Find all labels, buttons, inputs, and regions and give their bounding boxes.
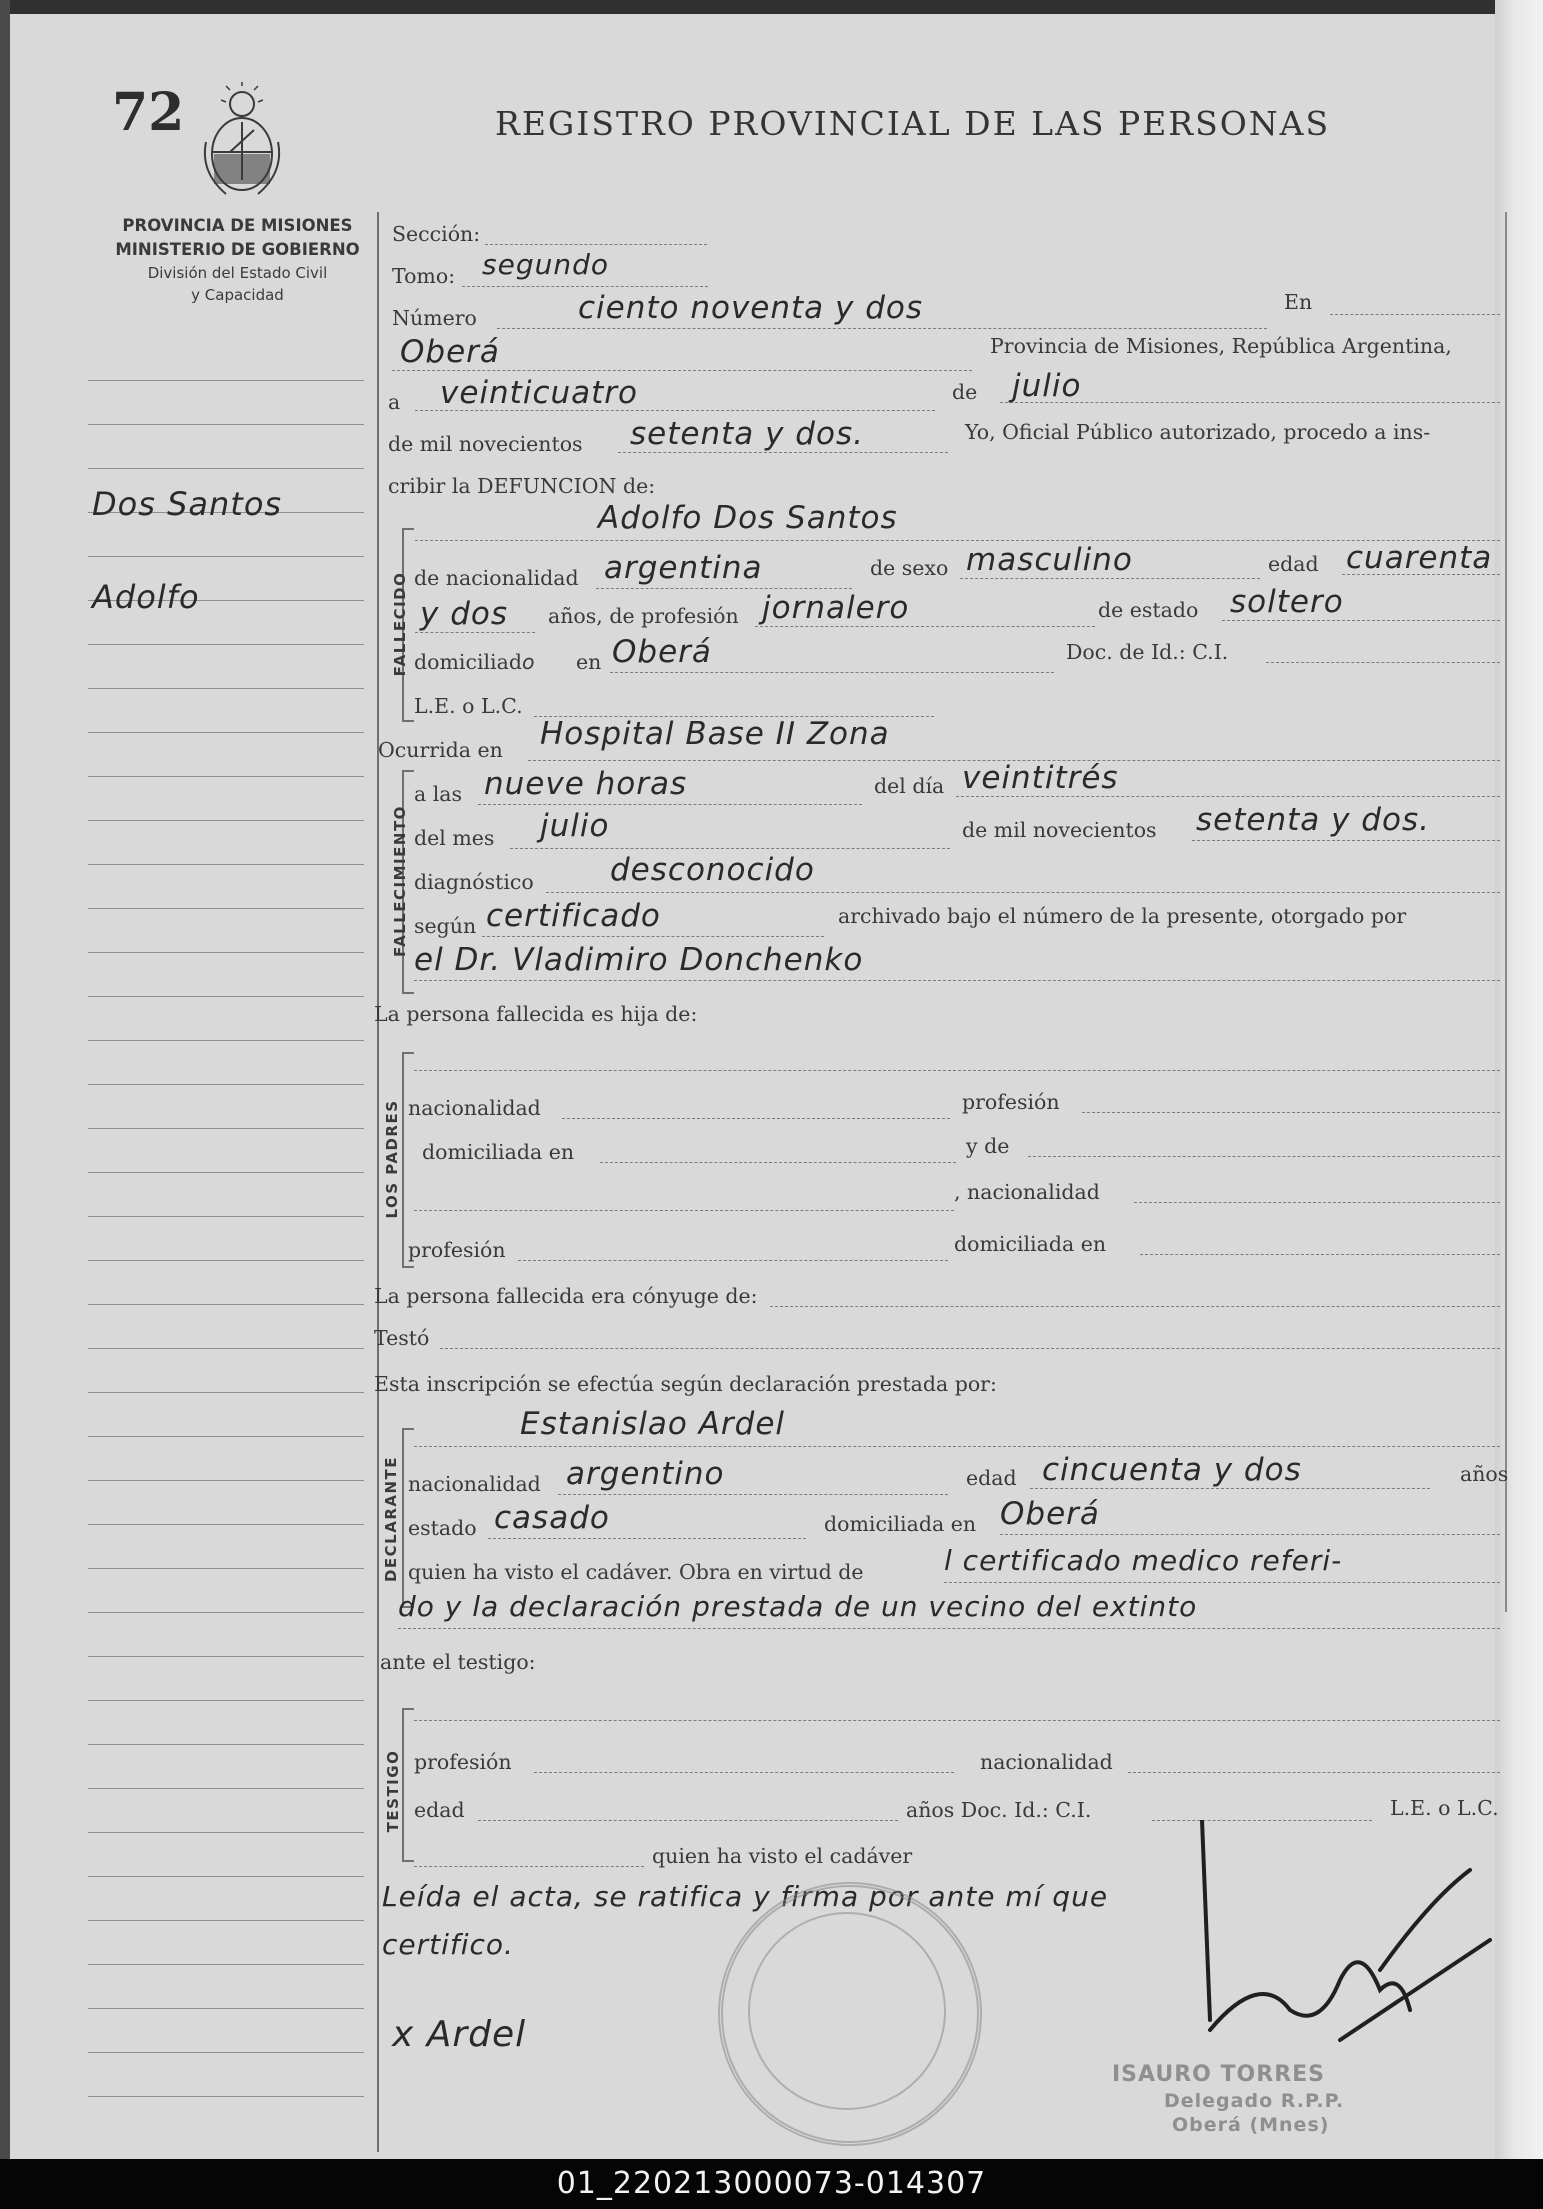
testigo-nacionalidad-line — [1128, 1772, 1500, 1773]
margin-rule — [88, 468, 364, 469]
padres-line-1 — [414, 1070, 1500, 1071]
declarante-estado: casado — [494, 1500, 610, 1536]
en-line — [1330, 314, 1500, 315]
closing-line-2: certifico. — [382, 1928, 514, 1961]
margin-rule — [88, 1304, 364, 1305]
fallecimiento-hora-label: a las — [414, 782, 463, 806]
declarante-edad-label: edad — [966, 1466, 1017, 1490]
conyuge-label: La persona fallecida era cónyuge de: — [374, 1284, 758, 1308]
declarante-estado-line — [488, 1538, 806, 1539]
fallecido-profesion: jornalero — [762, 590, 910, 626]
fallecido-sexo-line — [960, 578, 1260, 579]
fallecido-domiciliado-label — [414, 650, 535, 674]
office-block — [105, 214, 370, 306]
page-top-edge — [0, 0, 1543, 14]
testigo-visto-label: quien ha visto el cadáver — [652, 1844, 913, 1868]
fallecimiento-segun-label: según — [414, 914, 477, 938]
office-ministry: MINISTERIO DE GOBIERNO — [115, 240, 360, 259]
fallecido-domicilio: Oberá — [612, 634, 712, 670]
fallecido-edad-cont-line — [415, 632, 535, 633]
fallecido-en-label: en — [576, 650, 602, 674]
declarante-nacionalidad: argentino — [566, 1456, 725, 1492]
a-label: a — [388, 390, 401, 414]
year-value: setenta y dos. — [630, 416, 864, 452]
fallecimiento-anio: setenta y dos. — [1196, 802, 1430, 838]
en-label: En — [1284, 290, 1313, 314]
declarante-nacionalidad-label: nacionalidad — [408, 1472, 541, 1496]
fallecido-domiciliado-suffix: o — [521, 650, 535, 674]
fallecimiento-segun-line — [482, 936, 824, 937]
fallecimiento-anio-line — [1192, 840, 1500, 841]
margin-rule — [88, 2008, 364, 2009]
de-label: de — [952, 380, 978, 404]
fallecido-le-label: L.E. o L.C. — [414, 694, 523, 718]
fallecido-estado-label: de estado — [1098, 598, 1199, 622]
fallecimiento-dia: veintitrés — [962, 760, 1119, 796]
padres-line-2 — [414, 1210, 954, 1211]
closing-line-1: Leída el acta, se ratifica y firma por ante mí que — [382, 1880, 1109, 1913]
fallecimiento-diagnostico: desconocido — [610, 852, 815, 888]
office-province: PROVINCIA DE MISIONES — [122, 216, 353, 235]
padres-y-de-label: y de — [966, 1134, 1010, 1158]
fallecido-edad: cuarenta — [1346, 540, 1493, 576]
margin-rule — [88, 1832, 364, 1833]
padres-nacionalidad2-label: , nacionalidad — [954, 1180, 1100, 1204]
seccion-line — [485, 244, 707, 245]
tomo-value: segundo — [482, 248, 609, 281]
year-line — [618, 452, 948, 453]
declarante-virtud-label: quien ha visto el cadáver. Obra en virtud de — [408, 1560, 864, 1584]
margin-rule — [88, 996, 364, 997]
testigo-line-2 — [414, 1866, 644, 1867]
declarante-virtud: l certificado medico referi- — [944, 1544, 1343, 1577]
declarante-edad: cincuenta y dos — [1042, 1452, 1302, 1488]
fallecimiento-anio-label: de mil novecientos — [962, 818, 1157, 842]
ocurrida-label: Ocurrida en — [378, 738, 503, 762]
margin-rule — [88, 556, 364, 557]
margin-rule — [88, 380, 364, 381]
margin-rule — [88, 1964, 364, 1965]
fallecimiento-side-label: FALLECIMIENTO — [391, 805, 409, 957]
fallecido-doc-label: Doc. de Id.: C.I. — [1066, 640, 1229, 664]
margin-rule — [88, 776, 364, 777]
margin-rule — [88, 1128, 364, 1129]
declarante-virtud-line-2 — [398, 1628, 1500, 1629]
declarante-domiciliada-label: domiciliada en — [824, 1512, 977, 1536]
fallecido-sexo: masculino — [966, 542, 1133, 578]
margin-rule — [88, 1172, 364, 1173]
testo-line — [440, 1348, 1500, 1349]
margin-given-name: Adolfo — [92, 578, 200, 616]
margin-rule — [88, 1568, 364, 1569]
register-title: REGISTRO PROVINCIAL DE LAS PERSONAS — [495, 104, 1331, 143]
fallecimiento-diagnostico-line — [546, 892, 1500, 893]
fallecido-estado-line — [1222, 620, 1500, 621]
fallecido-edad-cont: y dos — [420, 596, 508, 632]
numero-label: Número — [392, 306, 477, 330]
margin-rule — [88, 1524, 364, 1525]
official-stamp-title: Delegado R.P.P. — [1164, 2090, 1345, 2112]
margin-rule — [88, 2052, 364, 2053]
testigo-side-label: TESTIGO — [384, 1749, 402, 1833]
margin-rule — [88, 1260, 364, 1261]
padres-bracket — [402, 1052, 414, 1268]
round-seal-inner — [748, 1912, 946, 2110]
testigo-edad-label: edad — [414, 1798, 465, 1822]
testigo-bracket — [402, 1708, 414, 1862]
fallecimiento-segun: certificado — [486, 898, 661, 934]
testo-label: Testó — [374, 1326, 430, 1350]
margin-rule — [88, 1216, 364, 1217]
fallecimiento-mes-label: del mes — [414, 826, 495, 850]
testigo-edad-line — [478, 1820, 898, 1821]
fallecido-nacionalidad: argentina — [604, 550, 763, 586]
padres-profesion2-line — [518, 1260, 948, 1261]
declarante-edad-line — [1030, 1488, 1430, 1489]
year-prefix: de mil novecientos — [388, 432, 583, 456]
declarante-estado-label: estado — [408, 1516, 477, 1540]
margin-rule — [88, 1348, 364, 1349]
padres-domiciliada-label: domiciliada en — [422, 1140, 575, 1164]
fallecido-domiciliado-text: domiciliad — [414, 650, 522, 674]
fallecimiento-medico: el Dr. Vladimiro Donchenko — [414, 942, 864, 978]
day-value: veinticuatro — [440, 375, 638, 411]
page-number: 72 — [112, 82, 185, 143]
margin-rule — [88, 644, 364, 645]
month-value: julio — [1012, 368, 1082, 404]
binding-edge — [0, 0, 10, 2159]
margin-divider — [377, 212, 379, 2152]
declarante-anios-label: años — [1460, 1462, 1509, 1486]
tomo-line — [462, 286, 708, 287]
padres-domiciliada2-label: domiciliada en — [954, 1232, 1107, 1256]
image-id-footer: 01_220213000073-014307 — [0, 2159, 1543, 2209]
right-border — [1505, 212, 1507, 1612]
testigo-le-label: L.E. o L.C. — [1390, 1796, 1499, 1820]
testigo-intro: ante el testigo: — [380, 1650, 536, 1674]
testigo-doc-label: años Doc. Id.: C.I. — [906, 1798, 1092, 1822]
padres-profesion-line — [1082, 1112, 1500, 1113]
fallecido-domicilio-line — [610, 672, 1054, 673]
margin-rule — [88, 688, 364, 689]
padres-domiciliada-line — [600, 1162, 956, 1163]
margin-rule — [88, 864, 364, 865]
fallecimiento-medico-line — [414, 980, 1500, 981]
province-text: Provincia de Misiones, República Argentina, — [990, 334, 1452, 358]
left-signature: x Ardel — [392, 2014, 527, 2055]
numero-value: ciento noventa y dos — [578, 290, 924, 326]
office-division: División del Estado Civil — [147, 264, 328, 282]
fallecimiento-hora: nueve horas — [484, 766, 688, 802]
margin-rule — [88, 1920, 364, 1921]
declarante-nacionalidad-line — [558, 1494, 948, 1495]
place-line — [392, 370, 972, 371]
fallecido-edad-label: edad — [1268, 552, 1319, 576]
coat-of-arms-icon — [196, 82, 288, 202]
margin-rule — [88, 1700, 364, 1701]
padres-intro: La persona fallecida es hija de: — [374, 1002, 698, 1026]
official-stamp-name: ISAURO TORRES — [1112, 2062, 1326, 2087]
fallecido-side-label: FALLECIDO — [391, 571, 409, 677]
margin-rule — [88, 908, 364, 909]
margin-rule — [88, 1656, 364, 1657]
margin-rule — [88, 1612, 364, 1613]
inscribir-text: cribir la DEFUNCION de: — [388, 474, 656, 498]
official-text: Yo, Oficial Público autorizado, procedo a ins- — [965, 420, 1431, 444]
margin-rule — [88, 732, 364, 733]
fallecimiento-hora-line — [478, 804, 862, 805]
fallecimiento-dia-line — [956, 796, 1500, 797]
place-value: Oberá — [400, 334, 500, 370]
margin-rule — [88, 1480, 364, 1481]
testigo-profesion-label: profesión — [414, 1750, 512, 1774]
padres-profesion-label: profesión — [962, 1090, 1060, 1114]
fallecido-name-line — [415, 540, 1500, 541]
padres-nacionalidad-label: nacionalidad — [408, 1096, 541, 1120]
fallecido-name: Adolfo Dos Santos — [598, 500, 898, 536]
fallecido-doc-line — [1266, 662, 1500, 663]
office-capacity: y Capacidad — [191, 286, 284, 304]
official-stamp-place: Oberá (Mnes) — [1172, 2114, 1330, 2136]
fallecimiento-diagnostico-label: diagnóstico — [414, 870, 534, 894]
declarante-domicilio-line — [1000, 1534, 1500, 1535]
fallecimiento-mes-line — [510, 848, 950, 849]
ocurrida-value: Hospital Base II Zona — [540, 716, 890, 752]
fallecimiento-mes: julio — [540, 808, 610, 844]
declarante-name: Estanislao Ardel — [520, 1406, 786, 1442]
official-signature-icon — [1170, 1820, 1510, 2060]
margin-rule — [88, 1392, 364, 1393]
fallecimiento-dia-label: del día — [874, 774, 945, 798]
fallecido-sexo-label: de sexo — [870, 556, 949, 580]
fallecido-profesion-label: años, de profesión — [548, 604, 739, 628]
padres-nacionalidad-line — [562, 1118, 950, 1119]
margin-rule — [88, 424, 364, 425]
margin-rule — [88, 1876, 364, 1877]
margin-rule — [88, 1084, 364, 1085]
margin-rule — [88, 820, 364, 821]
fallecimiento-archivado-text: archivado bajo el número de la presente, otorgado por — [838, 904, 1407, 928]
testigo-profesion-line — [534, 1772, 954, 1773]
declarante-virtud-2: do y la declaración prestada de un vecino del extinto — [398, 1590, 1198, 1623]
padres-domiciliada2-line — [1140, 1254, 1500, 1255]
padres-nacionalidad2-line — [1134, 1202, 1500, 1203]
testigo-line-1 — [414, 1720, 1500, 1721]
numero-line — [497, 328, 1267, 329]
fallecido-estado: soltero — [1230, 584, 1344, 620]
fallecido-nacionalidad-label: de nacionalidad — [414, 566, 579, 590]
testigo-nacionalidad-label: nacionalidad — [980, 1750, 1113, 1774]
fallecido-profesion-line — [755, 626, 1095, 627]
tomo-label: Tomo: — [392, 264, 456, 288]
margin-rule — [88, 2096, 364, 2097]
declarante-name-line — [414, 1446, 1500, 1447]
margin-rule — [88, 1788, 364, 1789]
fallecido-nacionalidad-line — [596, 588, 852, 589]
padres-y-de-line — [1028, 1156, 1500, 1157]
declarante-virtud-line — [944, 1582, 1500, 1583]
margin-rule — [88, 1744, 364, 1745]
margin-rule — [88, 952, 364, 953]
margin-surname: Dos Santos — [92, 485, 283, 523]
conyuge-line — [770, 1306, 1500, 1307]
padres-profesion2-label: profesión — [408, 1238, 506, 1262]
declarante-domicilio: Oberá — [1000, 1496, 1100, 1532]
padres-side-label: LOS PADRES — [383, 1099, 401, 1219]
seccion-label: Sección: — [392, 222, 481, 246]
margin-rule — [88, 1040, 364, 1041]
declarante-intro: Esta inscripción se efectúa según declaración prestada por: — [374, 1372, 997, 1396]
margin-rule — [88, 1436, 364, 1437]
declarante-side-label: DECLARANTE — [382, 1455, 400, 1583]
